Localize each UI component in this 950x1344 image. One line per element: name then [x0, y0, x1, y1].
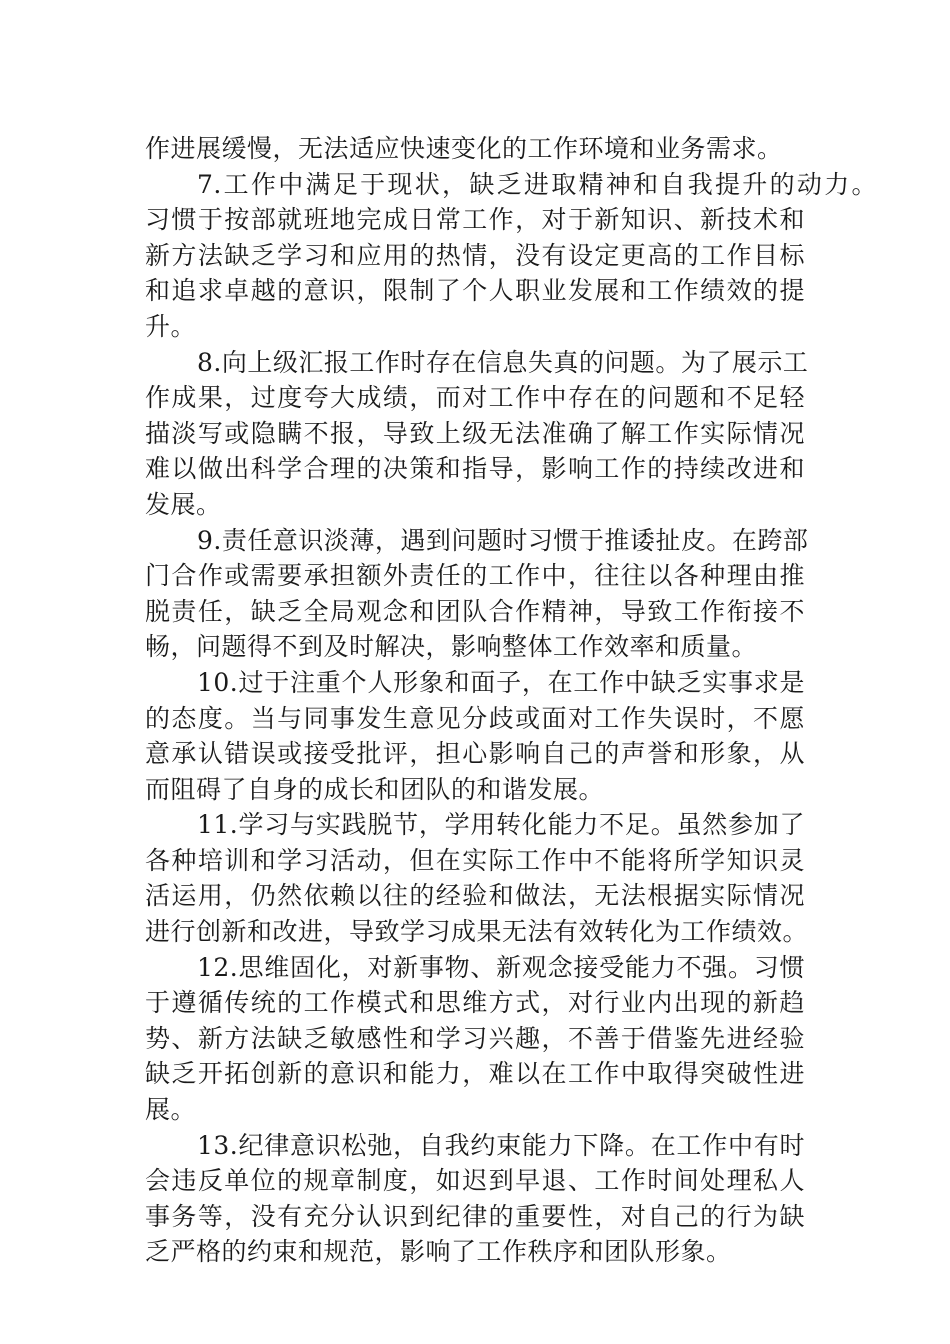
paragraph-8-line: 8.向上级汇报工作时存在信息失真的问题。为了展示工 — [197, 347, 809, 377]
paragraph-12-line: 展。 — [145, 1095, 197, 1125]
paragraph-10-line: 而阻碍了自身的成长和团队的和谐发展。 — [145, 774, 605, 804]
paragraph-7-line: 新方法缺乏学习和应用的热情，没有设定更高的工作目标 — [145, 240, 805, 270]
paragraph-11-line: 各种培训和学习活动，但在实际工作中不能将所学知识灵 — [145, 845, 805, 875]
paragraph-12-line: 12.思维固化，对新事物、新观念接受能力不强。习惯 — [197, 952, 805, 982]
document-body — [145, 131, 877, 1270]
paragraph-9-line: 9.责任意识淡薄，遇到问题时习惯于推诿扯皮。在跨部 — [197, 525, 809, 555]
paragraph-13-line: 事务等，没有充分认识到纪律的重要性，对自己的行为缺 — [145, 1201, 805, 1231]
paragraph-11-line: 活运用，仍然依赖以往的经验和做法，无法根据实际情况 — [145, 881, 805, 911]
paragraph-7-line: 习惯于按部就班地完成日常工作，对于新知识、新技术和 — [145, 205, 805, 235]
paragraph-9-line: 脱责任，缺乏全局观念和团队合作精神，导致工作衔接不 — [145, 596, 805, 626]
paragraph-9-line: 畅，问题得不到及时解决，影响整体工作效率和质量。 — [145, 632, 758, 662]
paragraph-10-line: 意承认错误或接受批评，担心影响自己的声誉和形象，从 — [145, 739, 805, 769]
paragraph-8-line: 描淡写或隐瞒不报，导致上级无法准确了解工作实际情况 — [145, 418, 805, 448]
paragraph-13-line: 会违反单位的规章制度，如迟到早退、工作时间处理私人 — [145, 1166, 805, 1196]
paragraph-7-line: 升。 — [145, 311, 197, 341]
paragraph-10-line: 10.过于注重个人形象和面子，在工作中缺乏实事求是 — [197, 667, 805, 697]
paragraph-11-line: 进行创新和改进，导致学习成果无法有效转化为工作绩效。 — [145, 917, 809, 947]
paragraph-7-line: 7.工作中满足于现状，缺乏进取精神和自我提升的动力。 — [197, 169, 877, 199]
paragraph-12-line: 缺乏开拓创新的意识和能力，难以在工作中取得突破性进 — [145, 1059, 805, 1089]
paragraph-9-line: 门合作或需要承担额外责任的工作中，往往以各种理由推 — [145, 561, 805, 591]
paragraph-6-line-end: 作进展缓慢，无法适应快速变化的工作环境和业务需求。 — [145, 134, 783, 163]
paragraph-8-line: 难以做出科学合理的决策和指导，影响工作的持续改进和 — [145, 454, 805, 484]
paragraph-11-line: 11.学习与实践脱节，学用转化能力不足。虽然参加了 — [197, 810, 805, 840]
paragraph-8-line: 作成果，过度夸大成绩，而对工作中存在的问题和不足轻 — [145, 383, 805, 413]
paragraph-12-line: 于遵循传统的工作模式和思维方式，对行业内出现的新趋 — [145, 988, 805, 1018]
paragraph-12-line: 势、新方法缺乏敏感性和学习兴趣，不善于借鉴先进经验 — [145, 1023, 805, 1053]
paragraph-7-line: 和追求卓越的意识，限制了个人职业发展和工作绩效的提 — [145, 276, 805, 306]
paragraph-8-line: 发展。 — [145, 489, 222, 519]
paragraph-13-line: 13.纪律意识松弛，自我约束能力下降。在工作中有时 — [197, 1130, 805, 1160]
paragraph-13-line: 乏严格的约束和规范，影响了工作秩序和团队形象。 — [145, 1237, 732, 1267]
paragraph-10-line: 的态度。当与同事发生意见分歧或面对工作失误时，不愿 — [145, 703, 805, 733]
